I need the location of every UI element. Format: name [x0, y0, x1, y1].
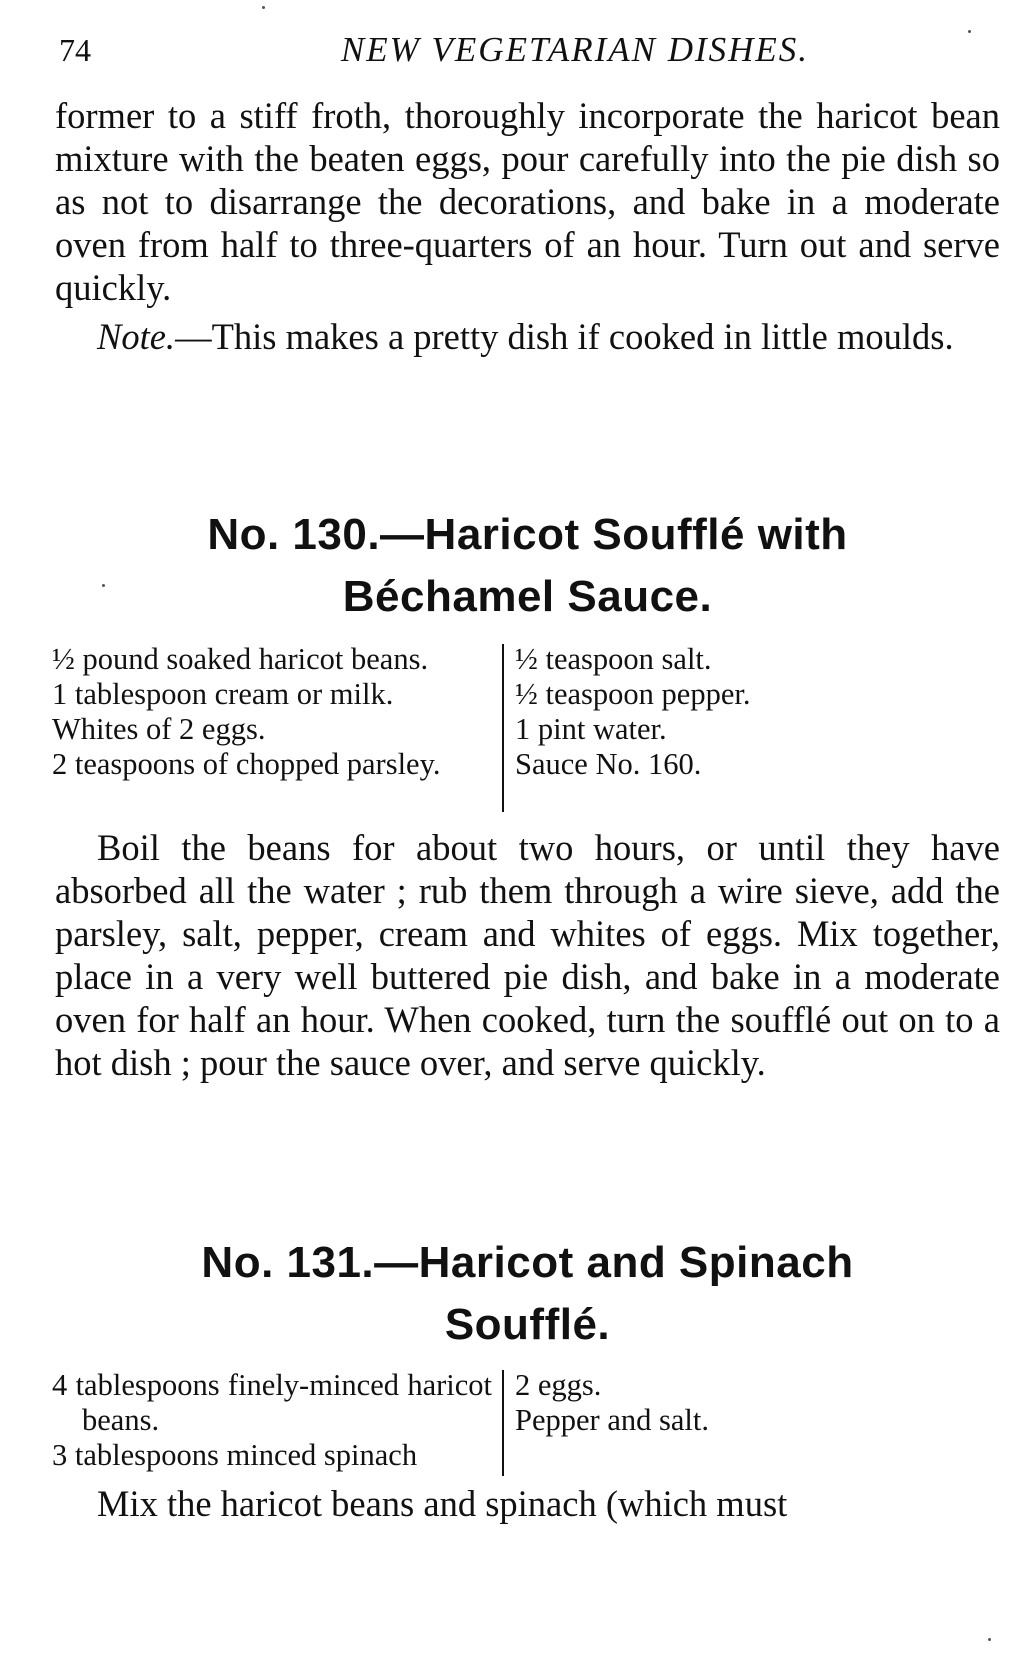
recipe-131-title-line1: No. 131.—Haricot and Spinach	[201, 1238, 854, 1287]
ink-speck	[988, 1638, 991, 1641]
note-label: Note.	[97, 316, 176, 357]
ink-speck	[968, 30, 971, 33]
page-number: 74	[59, 32, 91, 68]
recipe-131-method-text: Mix the haricot beans and spinach (which must	[97, 1483, 788, 1524]
ingredient-item: ½ teaspoon salt.	[515, 642, 712, 676]
recipe-130-title-line1: No. 130.—Haricot Soufflé with	[207, 510, 848, 559]
ingredient-item: Sauce No. 160.	[515, 747, 702, 781]
ingredient-item: 2 eggs.	[515, 1368, 602, 1402]
recipe-131-method	[55, 1482, 1000, 1525]
ingredient-item: 4 tablespoons finely-minced haricot beans.	[52, 1368, 492, 1437]
ingredient-item: 3 tablespoons minced spinach	[52, 1438, 418, 1472]
ingredient-item: Pepper and salt.	[515, 1403, 709, 1437]
ingredient-item: ½ pound soaked haricot beans.	[52, 642, 429, 676]
recipe-131-ingredients-left	[52, 1368, 492, 1473]
recipe-130-title-line2: Béchamel Sauce.	[342, 572, 713, 621]
note-paragraph	[55, 315, 1000, 358]
recipe-130-method	[55, 826, 1000, 1084]
ingredient-item: 1 pint water.	[515, 712, 667, 746]
recipe-130-ingredients-left	[52, 642, 492, 782]
recipe-130-ingredients-right	[515, 642, 855, 782]
running-head	[55, 30, 1005, 70]
intro-paragraph: former to a stiff froth, thoroughly incorporate the haricot bean mixture with the beaten eggs, pour carefully into the pie dish so as not to disarrange the decorations, and bake in a moderate oven from half to three-quarters of an hour. Turn out and serve quickly.	[55, 95, 1000, 308]
note-text: —This makes a pretty dish if cooked in little moulds.	[175, 316, 954, 357]
ingredient-item: 1 tablespoon cream or milk.	[52, 677, 394, 711]
intro-section	[55, 94, 1000, 358]
recipe-130-ingredients	[52, 642, 852, 814]
ingredients-divider	[502, 1370, 504, 1476]
recipe-130-title	[55, 504, 1000, 628]
recipe-131-ingredients-right	[515, 1368, 855, 1438]
ink-speck	[102, 584, 105, 587]
ink-speck	[262, 6, 265, 9]
recipe-130-method-text: Boil the beans for about two hours, or until they have absorbed all the water ; rub them through a wire sieve, add the parsley, salt, pepper, cream and whites of eggs. Mix together, place in a very well buttered pie dish, and bake in a moderate oven for half an hour. When cooked, turn the soufflé out on to a hot dish ; pour the sauce over, and serve quickly.	[55, 827, 1000, 1083]
ingredient-item: Whites of 2 eggs.	[52, 712, 266, 746]
recipe-131-title	[55, 1232, 1000, 1356]
ingredients-divider	[502, 644, 504, 812]
ingredient-item: 2 teaspoons of chopped parsley.	[52, 747, 441, 781]
recipe-131-title-line2: Soufflé.	[444, 1300, 611, 1349]
recipe-131-ingredients	[52, 1368, 852, 1478]
running-title: NEW VEGETARIAN DISHES.	[340, 30, 810, 69]
ingredient-item: ½ teaspoon pepper.	[515, 677, 751, 711]
